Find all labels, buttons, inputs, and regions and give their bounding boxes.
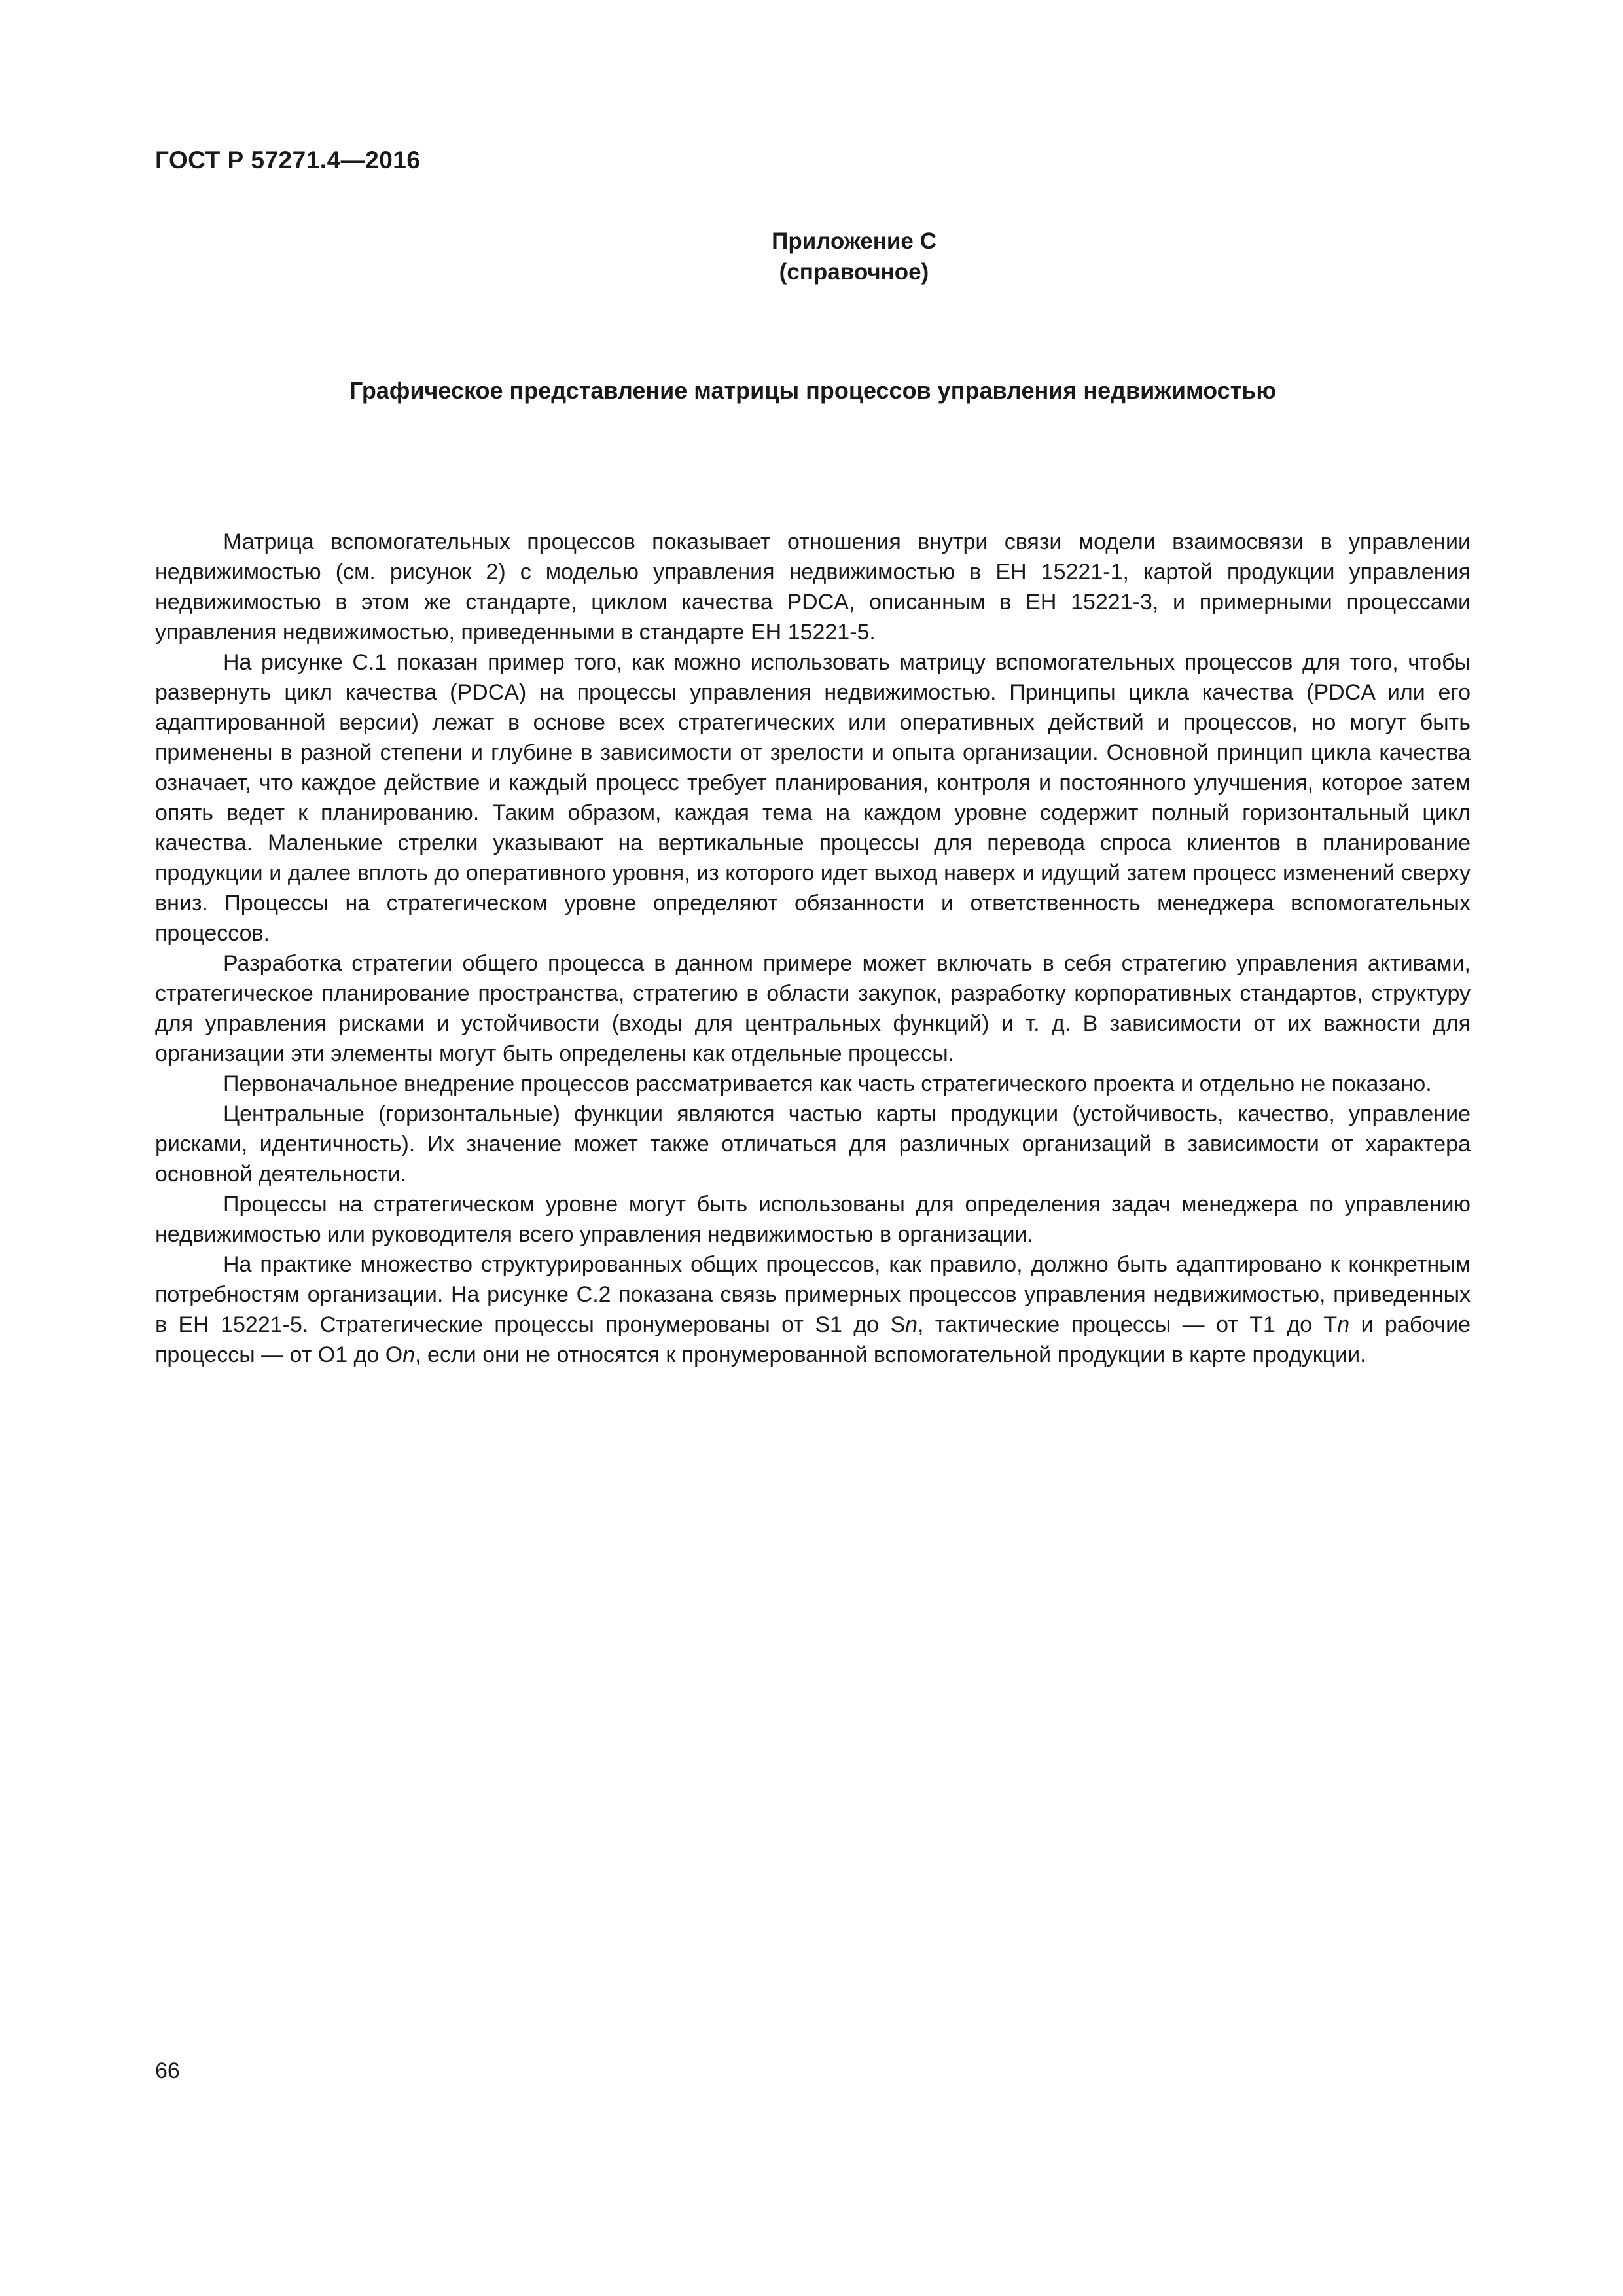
- paragraph: Первоначальное внедрение процессов рассматривается как часть стратегического проекта и отдельно не показано.: [223, 1071, 1432, 1096]
- section-heading: Графическое представление матрицы процессов управления недвижимостью: [349, 377, 1277, 404]
- italic-n: n: [402, 1342, 416, 1367]
- text-run: и рабочие процессы — от О1 до О: [155, 1312, 1471, 1367]
- paragraph: Центральные (горизонтальные) функции являются частью карты продукции (устойчивость, качество, управление рисками, идентичность). Их значение может также отличаться для различных организаций в зависимости от характера основной деятельности.: [155, 1102, 1471, 1187]
- text-run: , тактические процессы — от Т1 до Т: [918, 1312, 1338, 1337]
- appendix-label: [0, 226, 1623, 287]
- page-number: 66: [155, 2058, 180, 2083]
- appendix-type: (справочное): [779, 259, 929, 285]
- paragraph: Разработка стратегии общего процесса в данном примере может включать в себя стратегию управления активами, стратегическое планирование пространства, стратегию в области закупок, разработку корпоративных стандартов, структуру для управления рисками и устойчивости (входы для центральных функций) и т. д. В зависимости от их важности для организации эти элементы могут быть определены как отдельные процессы.: [155, 951, 1471, 1066]
- italic-n: n: [1337, 1312, 1350, 1337]
- text-run: На практике множество структурированных общих процессов, как правило, должно быть адаптировано к конкретным потребностям организации. На рисунке С.2 показана связь примерных процессов управления недвижимостью, приведенных в ЕН 15221-5. Стратегические процессы пронумерованы от S1 до S: [155, 1252, 1471, 1337]
- document-code: ГОСТ Р 57271.4—2016: [155, 147, 421, 173]
- text-run: , если они не относятся к пронумерованной вспомогательной продукции в карте продукции.: [415, 1342, 1366, 1367]
- paragraph: Матрица вспомогательных процессов показывает отношения внутри связи модели взаимосвязи в управлении недвижимостью (см. рисунок 2) с моделью управления недвижимостью в ЕН 15221-1, картой продукции управления недвижимостью в этом же стандарте, циклом качества PDCA, описанным в ЕН 15221-3, и примерными процессами управления недвижимостью, приведенными в стандарте ЕН 15221-5.: [155, 529, 1471, 645]
- paragraph: Процессы на стратегическом уровне могут быть использованы для определения задач менеджера по управлению недвижимостью или руководителя всего управления недвижимостью в организации.: [155, 1192, 1471, 1247]
- paragraph-last: [155, 1249, 1471, 1370]
- body-text: [155, 527, 1471, 1370]
- italic-n: n: [905, 1312, 918, 1337]
- paragraph: На рисунке С.1 показан пример того, как можно использовать матрицу вспомогательных процессов для того, чтобы развернуть цикл качества (PDCA) на процессы управления недвижимостью. Принципы цикла качества (PDCA или его адаптированной версии) лежат в основе всех стратегических или оперативных действий и процессов, но могут быть применены в разной степени и глубине в зависимости от зрелости и опыта организации. Основной принцип цикла качества означает, что каждое действие и каждый процесс требует планирования, контроля и постоянного улучшения, которое затем опять ведет к планированию. Таким образом, каждая тема на каждом уровне содержит полный горизонтальный цикл качества. Маленькие стрелки указывают на вертикальные процессы для перевода спроса клиентов в планирование продукции и далее вплоть до оперативного уровня, из которого идет выход наверх и идущий затем процесс изменений сверху вниз. Процессы на стратегическом уровне определяют обязанности и ответственность менеджера вспомогательных процессов.: [155, 650, 1471, 946]
- appendix-title: Приложение С: [772, 228, 936, 254]
